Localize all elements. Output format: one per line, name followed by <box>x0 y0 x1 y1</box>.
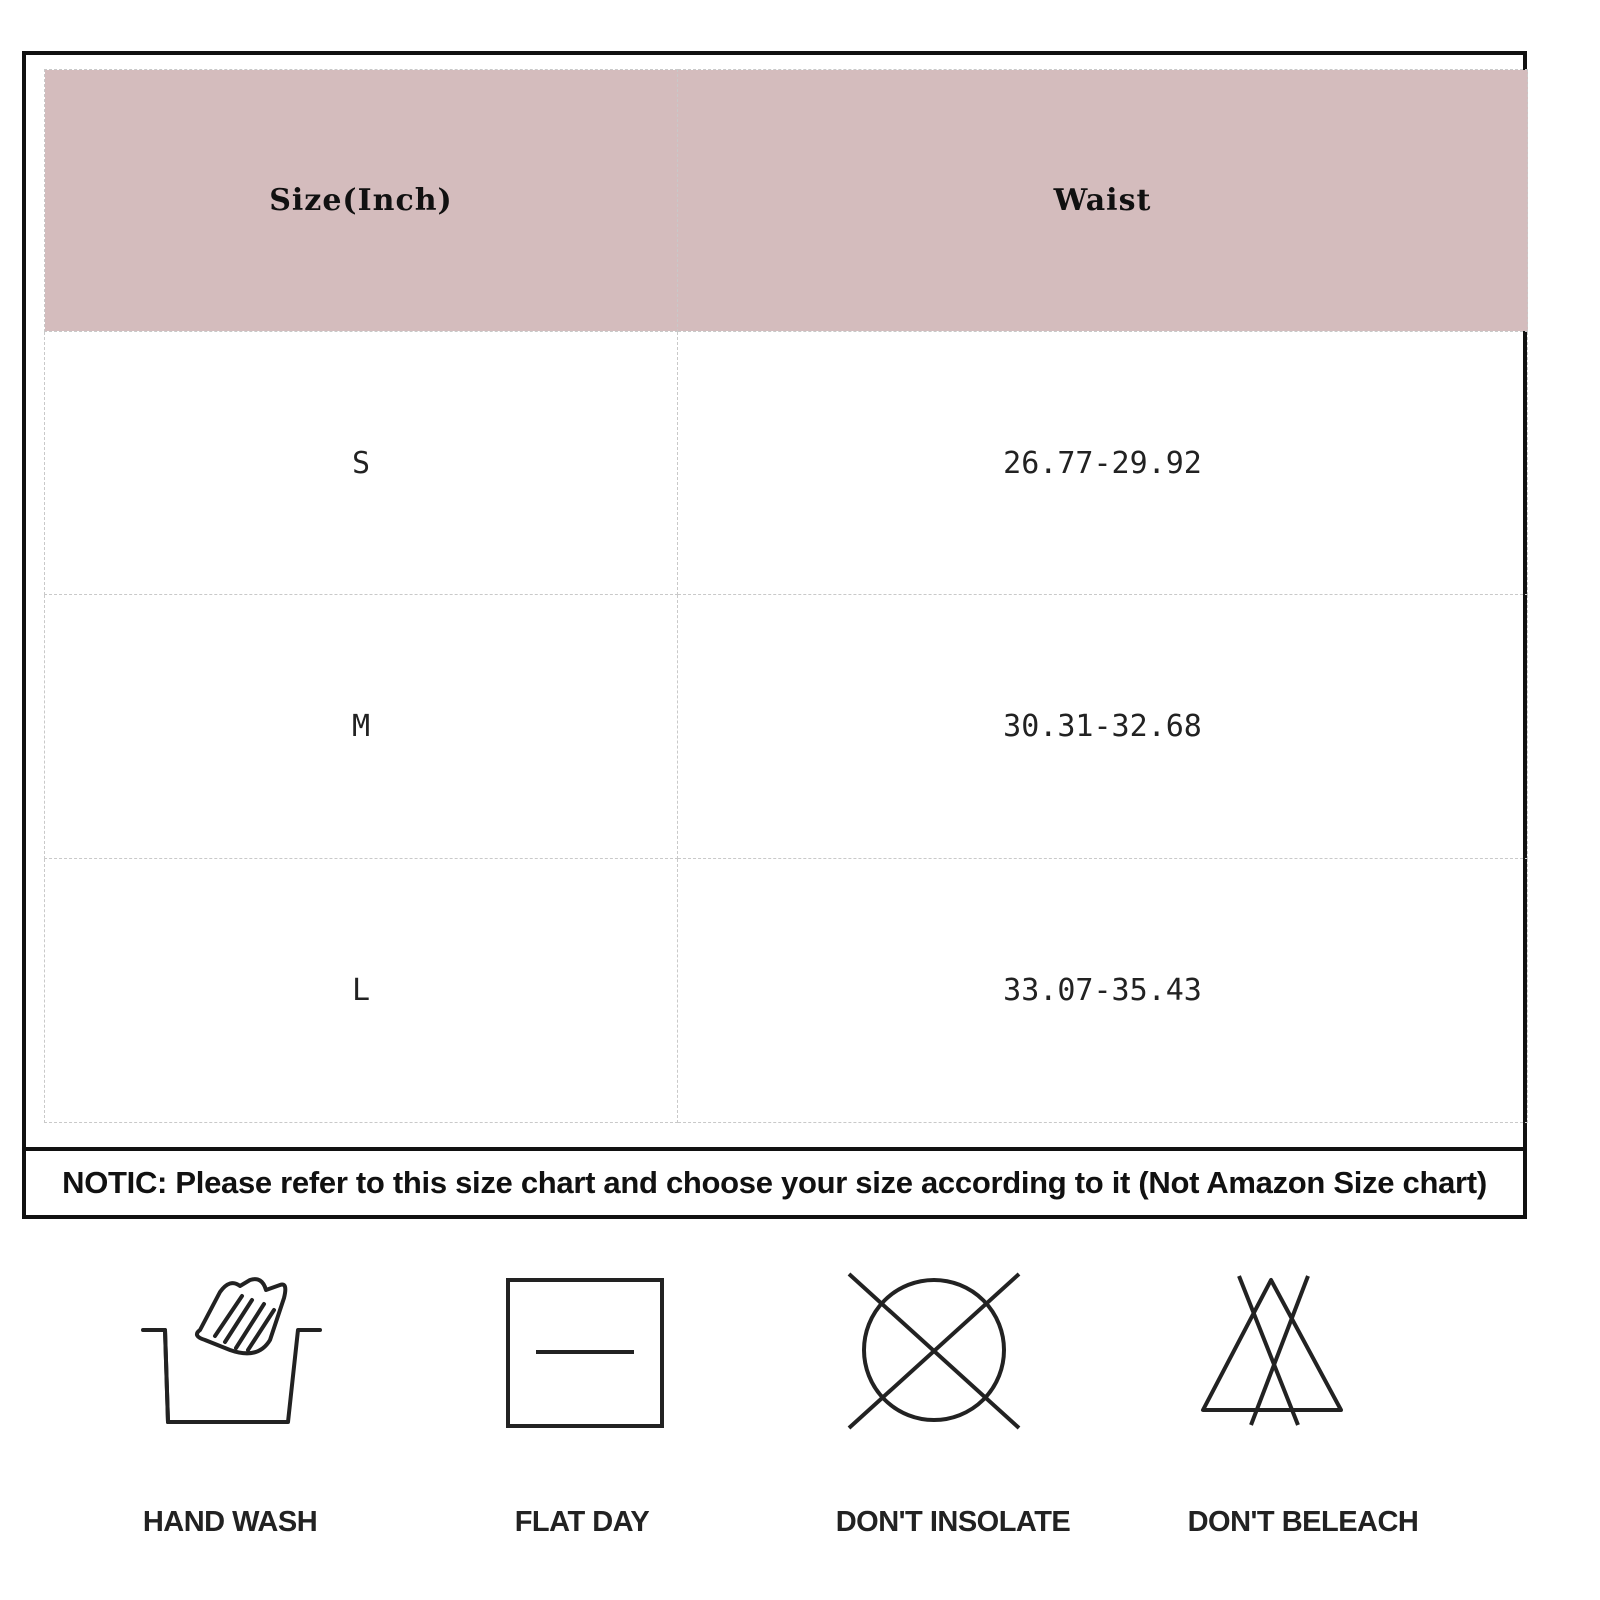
no-bleach-icon <box>1153 1250 1453 1490</box>
table-row <box>45 595 1528 859</box>
table-header-row <box>45 70 1528 332</box>
care-label: FLAT DAY <box>514 1506 650 1538</box>
care-label: HAND WASH <box>142 1506 318 1538</box>
header-size: Size(Inch) <box>45 70 678 332</box>
care-item-flat-dry <box>432 1250 732 1580</box>
size-cell: M <box>45 595 678 859</box>
care-label: DON'T BELEACH <box>1187 1506 1419 1538</box>
table-row <box>45 859 1528 1123</box>
care-item-no-sun <box>803 1250 1103 1580</box>
size-cell: S <box>45 331 678 595</box>
care-label: DON'T INSOLATE <box>835 1506 1071 1538</box>
hand-wash-icon <box>80 1250 380 1490</box>
waist-cell: 33.07-35.43 <box>678 859 1528 1123</box>
no-sun-dry-icon <box>803 1250 1103 1490</box>
size-cell: L <box>45 859 678 1123</box>
care-item-hand-wash <box>80 1250 380 1580</box>
flat-dry-icon <box>432 1250 732 1490</box>
waist-cell: 26.77-29.92 <box>678 331 1528 595</box>
size-chart-frame <box>22 51 1527 1219</box>
table-row <box>45 331 1528 595</box>
size-notice: NOTIC: Please refer to this size chart and choose your size according to it (Not Amazon Size chart) <box>26 1147 1523 1215</box>
care-item-no-bleach <box>1153 1250 1453 1580</box>
header-waist: Waist <box>678 70 1528 332</box>
size-table <box>44 69 1528 1123</box>
waist-cell: 30.31-32.68 <box>678 595 1528 859</box>
